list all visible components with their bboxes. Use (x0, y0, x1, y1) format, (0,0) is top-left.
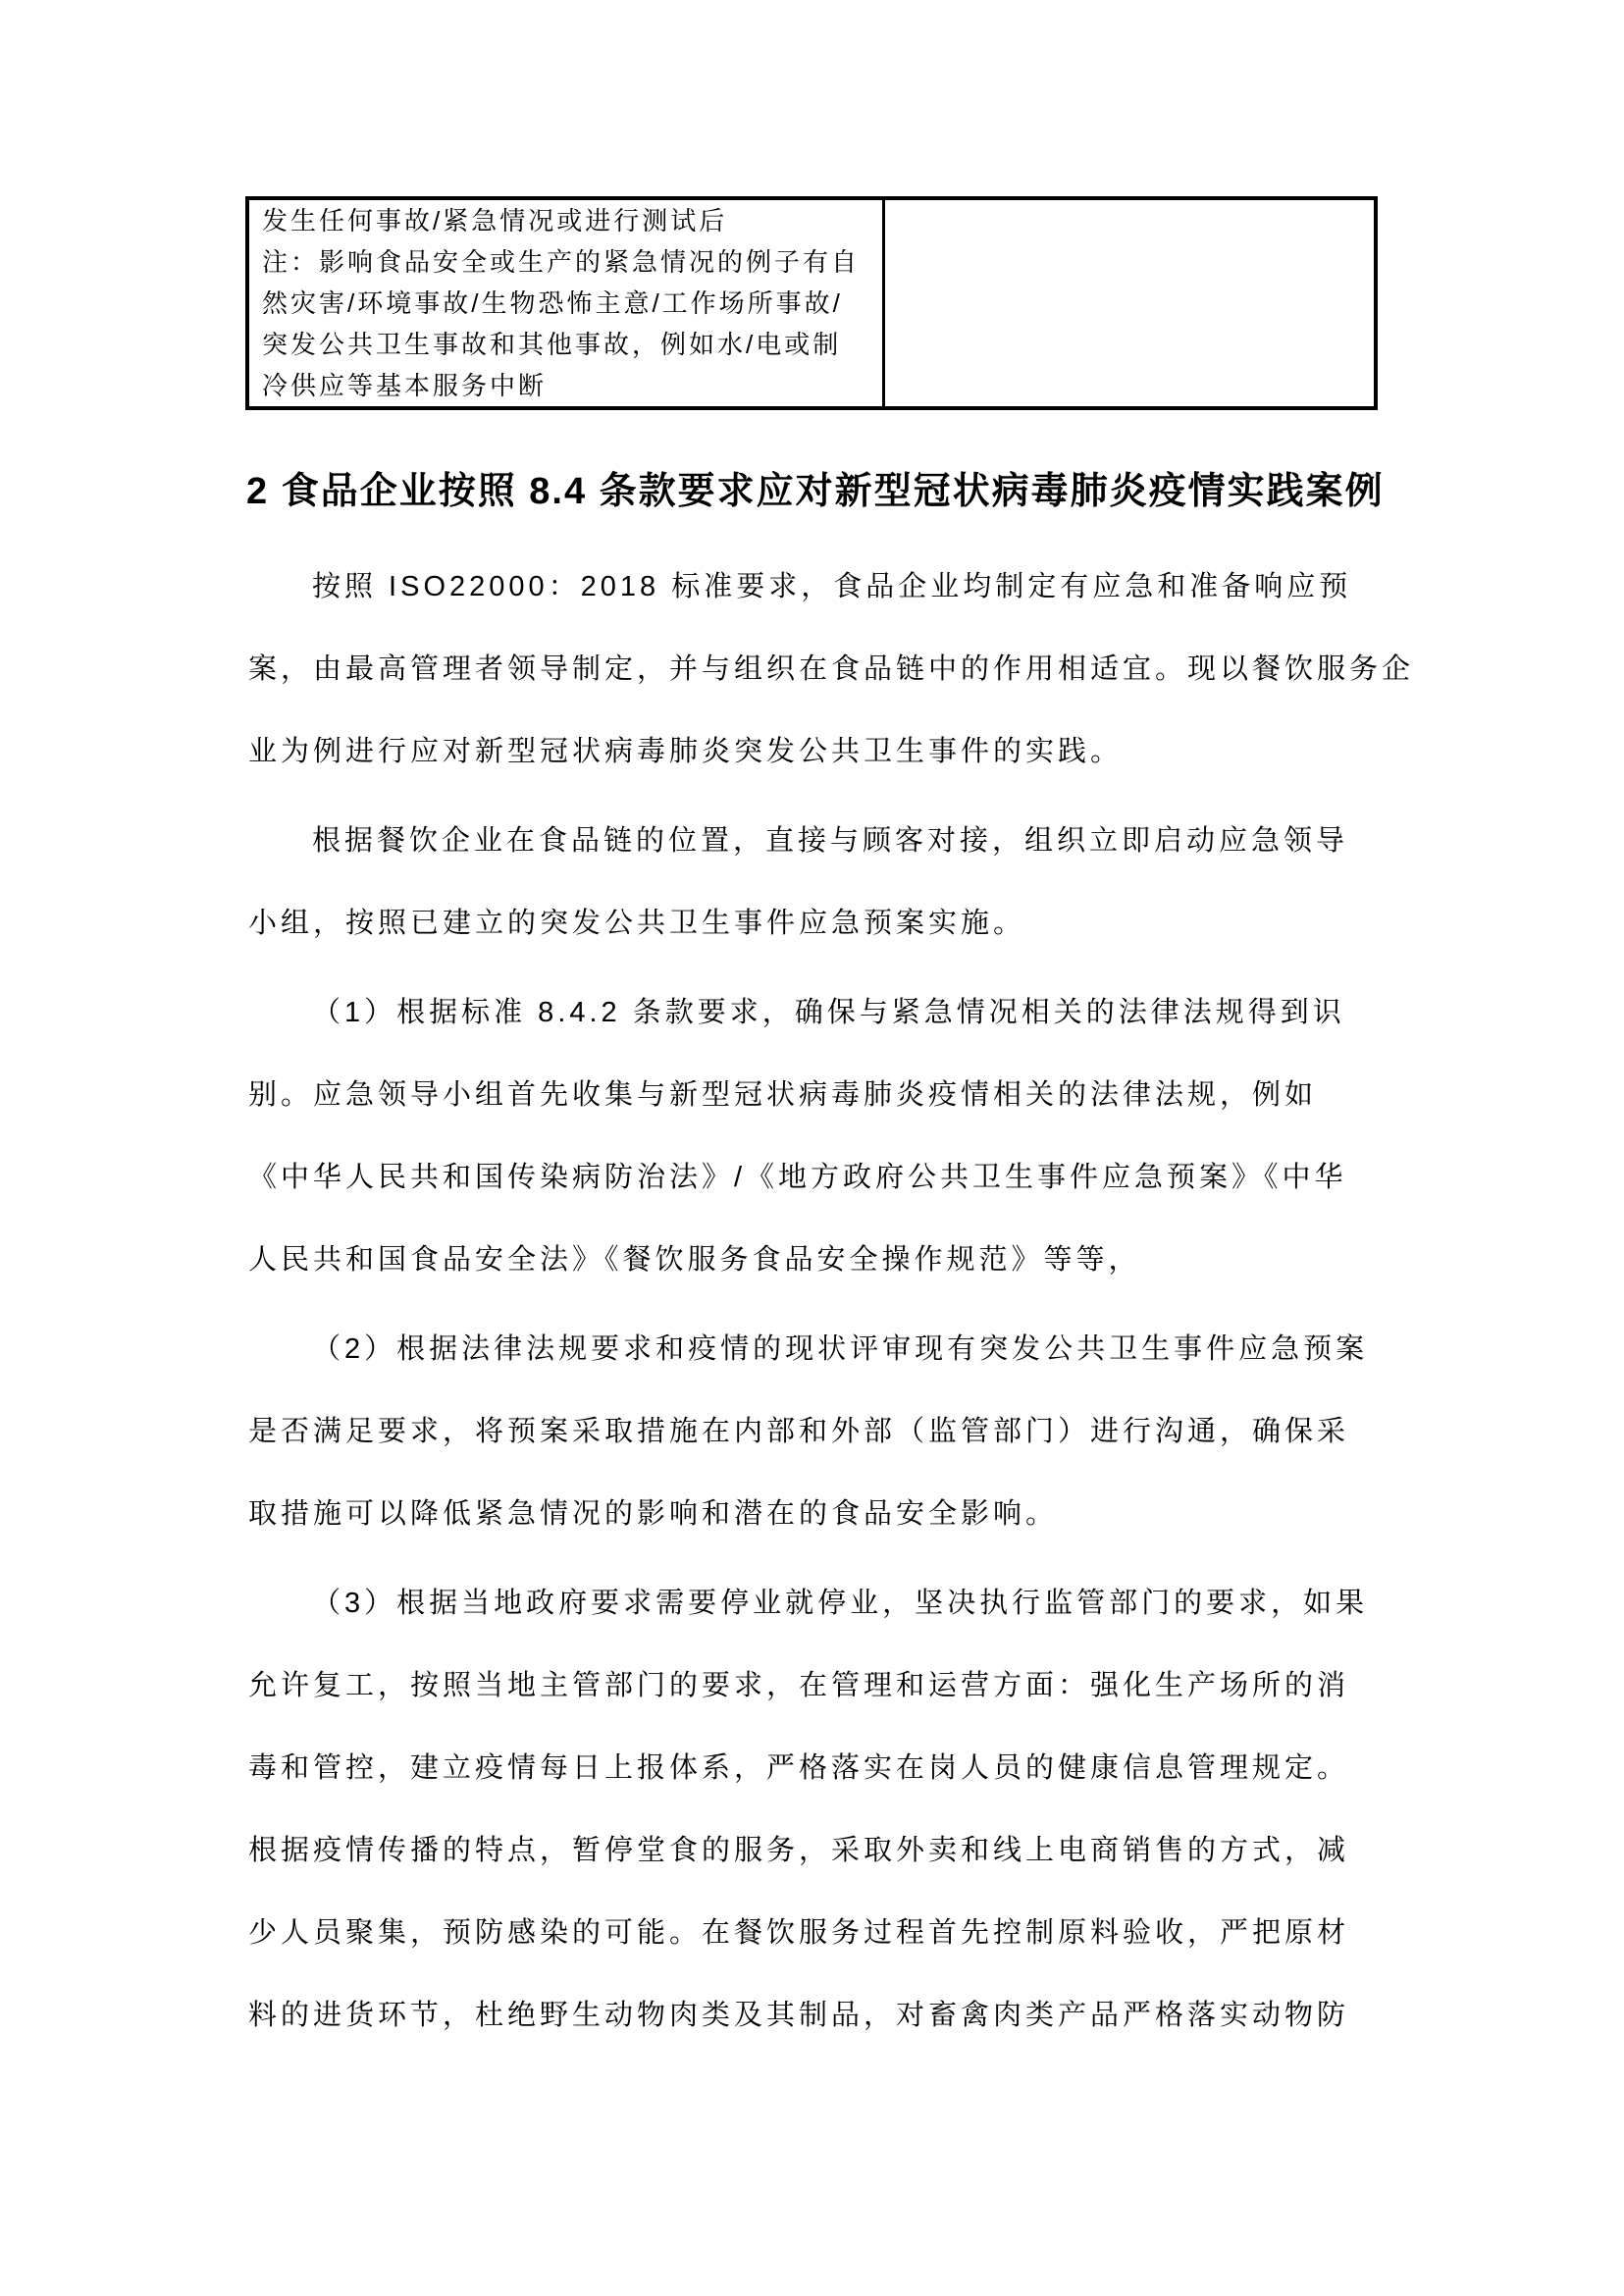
text-line: 别。应急领导小组首先收集与新型冠状病毒肺炎疫情相关的法律法规，例如 (248, 1079, 1318, 1111)
table-cell-line: 冷供应等基本服务中断 (262, 371, 548, 400)
text-line: 取措施可以降低紧急情况的影响和潜在的食品安全影响。 (248, 1498, 1059, 1530)
paragraph (248, 800, 1387, 965)
paragraph (248, 971, 1387, 1301)
document-body (248, 546, 1415, 2057)
text-line: 业为例进行应对新型冠状病毒肺炎突发公共卫生事件的实践。 (248, 736, 1124, 767)
text-line: 根据疫情传播的特点，暂停堂食的服务，采取外卖和线上电商销售的方式，减 (248, 1835, 1350, 1866)
table-cell-line: 发生任何事故/紧急情况或进行测试后 (262, 206, 728, 235)
text-line: 少人员聚集，预防感染的可能。在餐饮服务过程首先控制原料验收，严把原材 (248, 1917, 1350, 1949)
text-line: 根据餐饮企业在食品链的位置，直接与顾客对接，组织立即启动应急领导 (312, 825, 1349, 857)
emergency-examples-table (245, 196, 1378, 410)
text-line: 人民共和国食品安全法》《餐饮服务食品安全操作规范》等等， (248, 1244, 1141, 1276)
text-line: 毒和管控，建立疫情每日上报体系，严格落实在岗人员的健康信息管理规定。 (248, 1752, 1350, 1784)
table-left-cell (249, 200, 885, 406)
table-right-cell (885, 200, 1374, 406)
table-cell-line: 注：影响食品安全或生产的紧急情况的例子有自 (262, 247, 861, 277)
text-line: （3）根据当地政府要求需要停业就停业，坚决执行监管部门的要求，如果 (312, 1588, 1369, 1619)
text-line: 料的进货环节，杜绝野生动物肉类及其制品，对畜禽肉类产品严格落实动物防 (248, 2000, 1350, 2031)
table-cell-line: 然灾害/环境事故/生物恐怖主意/工作场所事故/ (262, 288, 843, 318)
text-line: 允许复工，按照当地主管部门的要求，在管理和运营方面：强化生产场所的消 (248, 1670, 1350, 1701)
text-line: 案，由最高管理者领导制定，并与组织在食品链中的作用相适宜。现以餐饮服务企 (248, 653, 1415, 685)
paragraph (248, 1562, 1387, 2057)
paragraph (248, 546, 1415, 793)
text-line: 小组，按照已建立的突发公共卫生事件应急预案实施。 (248, 908, 1026, 939)
text-line: （1）根据标准 8.4.2 条款要求，确保与紧急情况相关的法律法规得到识 (312, 997, 1345, 1028)
text-line: 是否满足要求，将预案采取措施在内部和外部（监管部门）进行沟通，确保采 (248, 1416, 1350, 1447)
paragraph (248, 1308, 1387, 1555)
section-heading: 2 食品企业按照 8.4 条款要求应对新型冠状病毒肺炎疫情实践案例 (246, 471, 1385, 512)
text-line: 《中华人民共和国传染病防治法》/《地方政府公共卫生事件应急预案》《中华 (248, 1162, 1347, 1193)
text-line: 按照 ISO22000：2018 标准要求，食品企业均制定有应急和准备响应预 (312, 571, 1352, 602)
text-line: （2）根据法律法规要求和疫情的现状评审现有突发公共卫生事件应急预案 (312, 1333, 1369, 1365)
table-cell-line: 突发公共卫生事故和其他事故，例如水/电或制 (262, 330, 842, 359)
